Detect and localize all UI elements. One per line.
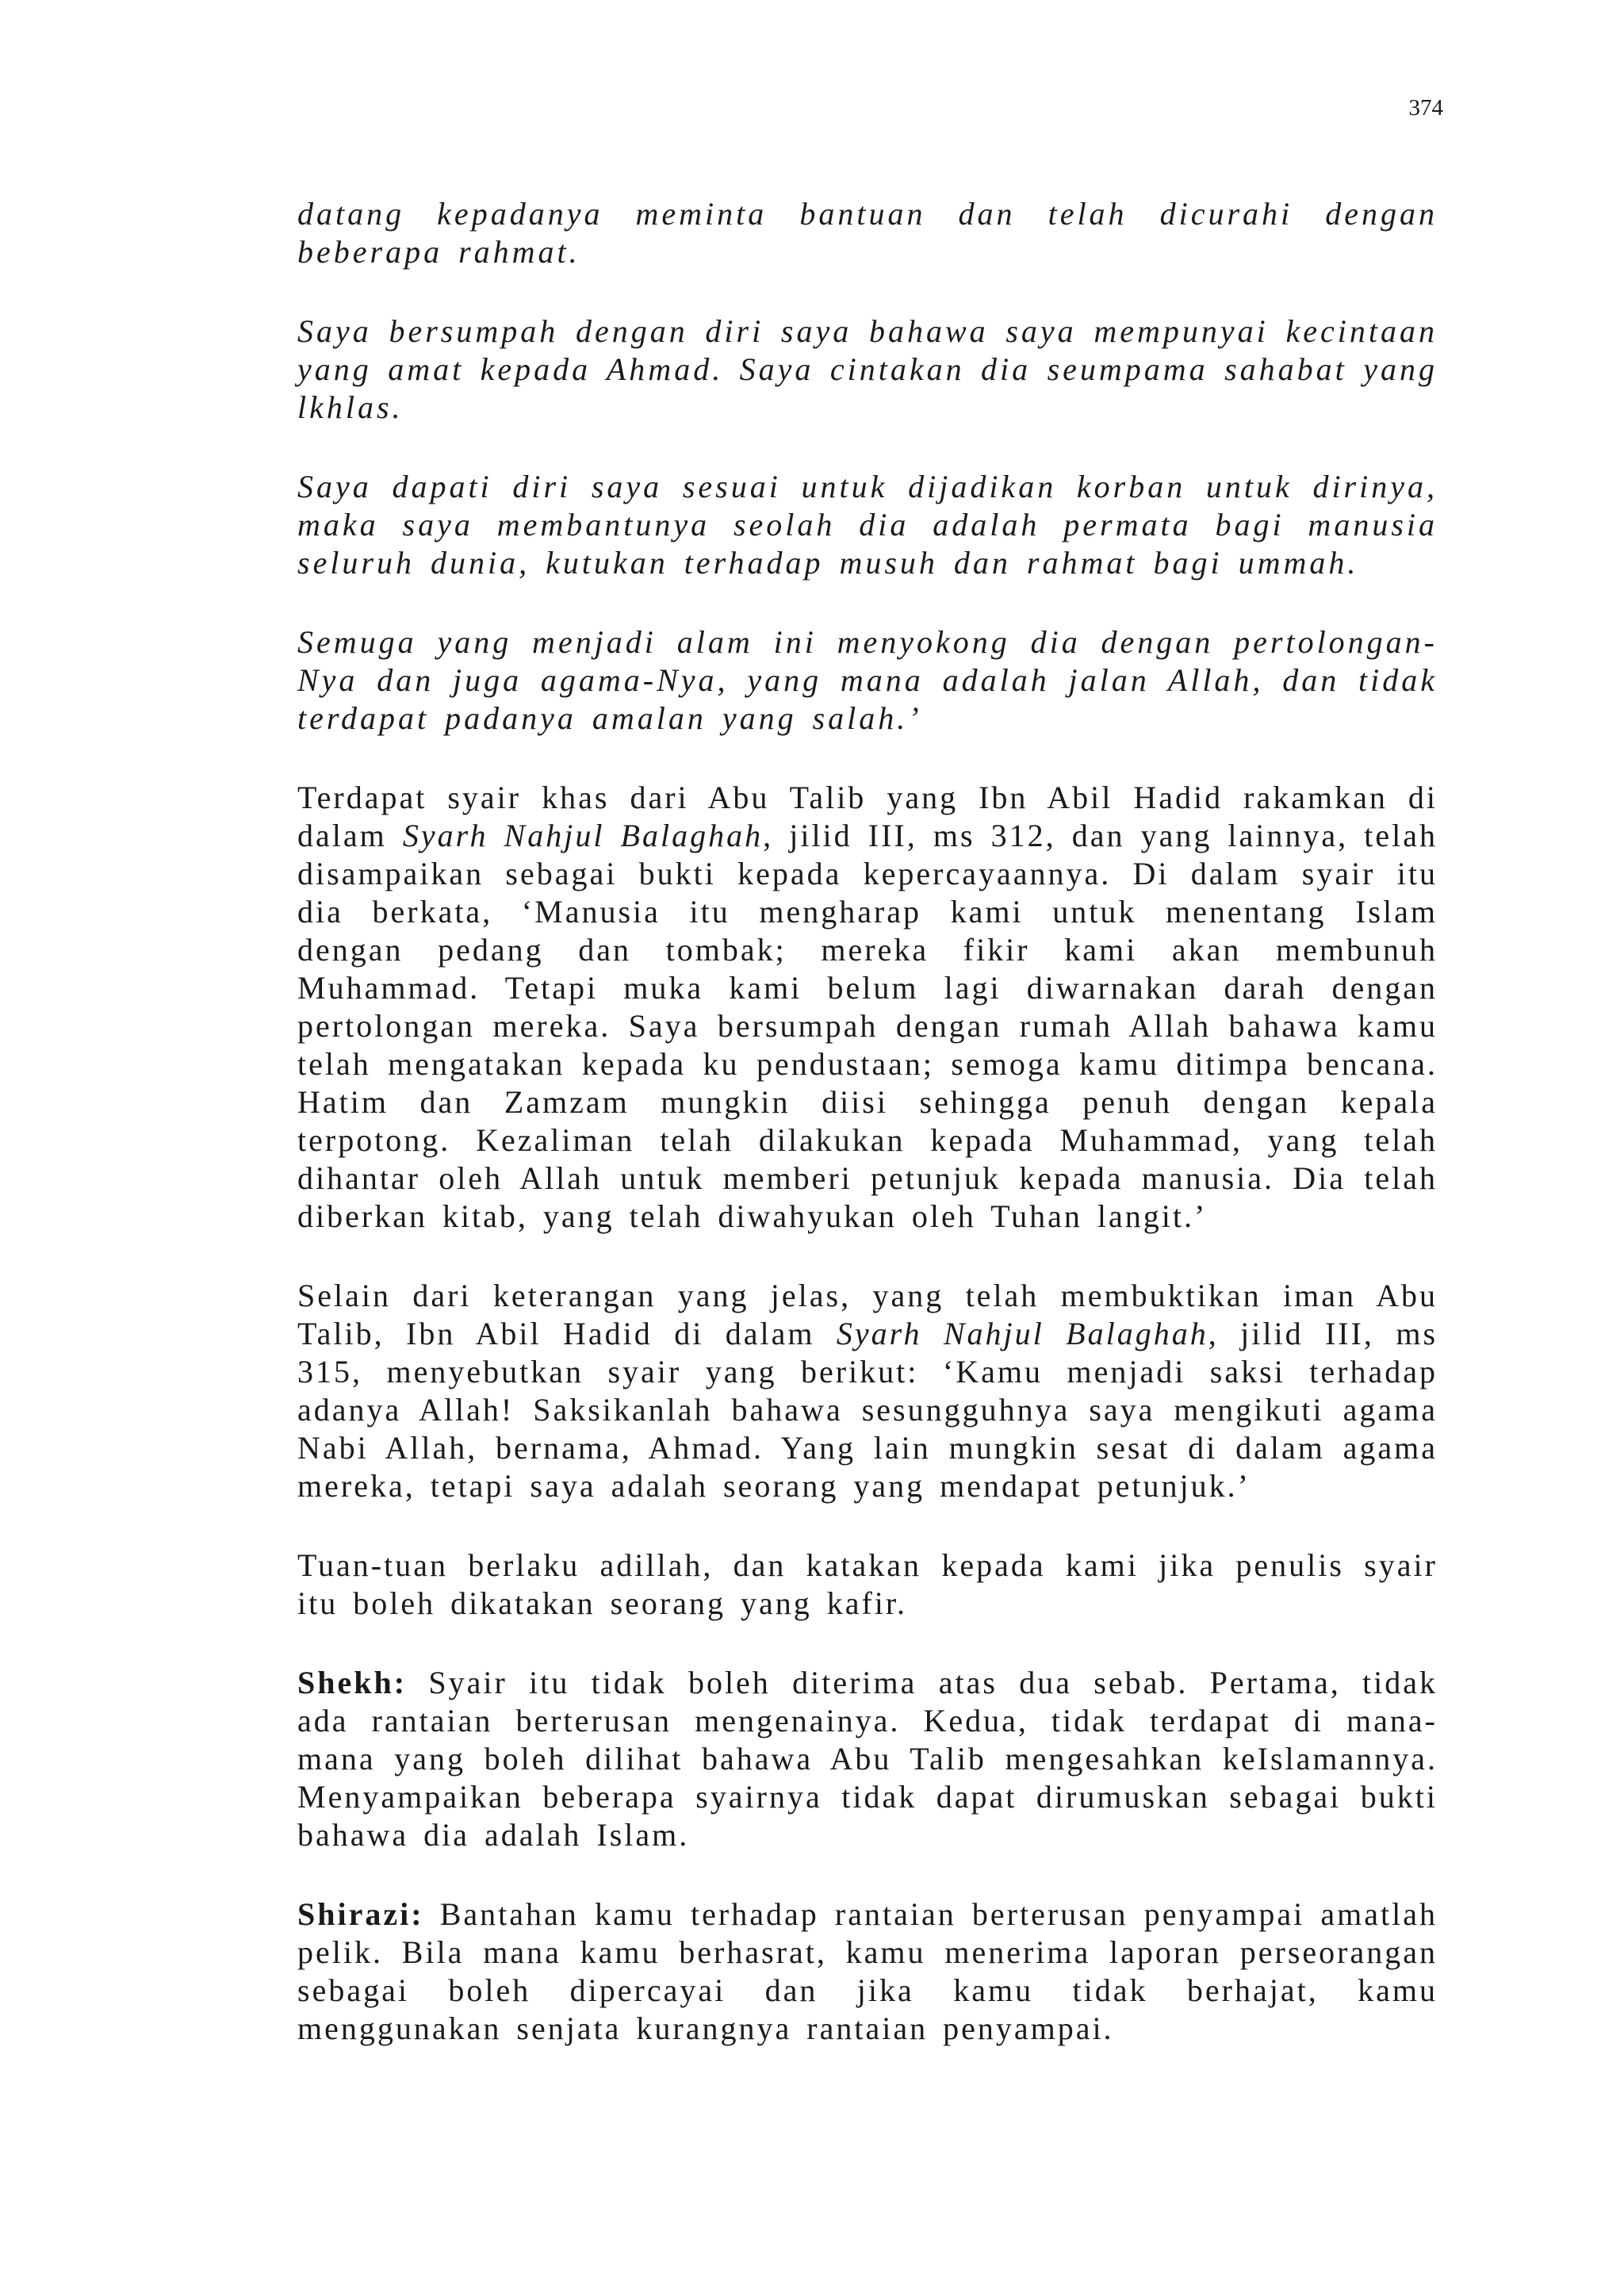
dialogue-shekh xyxy=(297,1664,1438,1854)
book-title: Syarh Nahjul Balaghah xyxy=(836,1316,1208,1351)
dialogue-text: Bantahan kamu terhadap rantaian berterusan penyampai amatlah pelik. Bila mana kamu berhasrat, kamu menerima laporan perseorangan sebagai boleh dipercayai dan jika kamu tidak berhajat, kamu menggunakan senjata kurangnya rantaian penyampai. xyxy=(297,1896,1438,2046)
dialogue-text: Syair itu tidak boleh diterima atas dua sebab. Pertama, tidak ada rantaian berterusan mengenainya. Kedua, tidak terdapat di mana-mana yang boleh dilihat bahawa Abu Talib mengesahkan keIslamannya. Menyampaikan beberapa syairnya tidak dapat dirumuskan sebagai bukti bahawa dia adalah Islam. xyxy=(297,1665,1438,1853)
page-number: 374 xyxy=(1408,95,1443,121)
poem-stanza-4: Semuga yang menjadi alam ini menyokong dia dengan pertolongan-Nya dan juga agama-Nya, yang mana adalah jalan Allah, dan tidak terdapat padanya amalan yang salah.’ xyxy=(297,624,1438,736)
paragraph-text: Terdapat syair khas dari Abu Talib yang Ibn Abil Hadid rakamkan di dalam xyxy=(297,780,1438,853)
speaker-label: Shekh: xyxy=(297,1665,408,1700)
paragraph-text: , jilid III, ms 315, menyebutkan syair yang berikut: ‘Kamu menjadi saksi terhadap adanya Allah! Saksikanlah bahawa sesungguhnya saya mengikuti agama Nabi Allah, bernama, Ahmad. Yang lain mungkin sesat di dalam agama mereka, tetapi saya adalah seorang yang mendapat petunjuk.’ xyxy=(297,1316,1438,1504)
paragraph-syair-315 xyxy=(297,1277,1438,1505)
speaker-label: Shirazi: xyxy=(297,1896,424,1932)
paragraph-appeal: Tuan-tuan berlaku adillah, dan katakan kepada kami jika penulis syair itu boleh dikatakan seorang yang kafir. xyxy=(297,1547,1438,1621)
poem-stanza-3: Saya dapati diri saya sesuai untuk dijadikan korban untuk dirinya, maka saya membantunya seolah dia adalah permata bagi manusia seluruh dunia, kutukan terhadap musuh dan rahmat bagi ummah. xyxy=(297,469,1438,581)
book-title: Syarh Nahjul Balaghah xyxy=(402,818,764,853)
paragraph-syair-312 xyxy=(297,779,1438,1236)
poem-stanza-2: Saya bersumpah dengan diri saya bahawa saya mempunyai kecintaan yang amat kepada Ahmad. Saya cintakan dia seumpama sahabat yang lkhlas. xyxy=(297,313,1438,425)
paragraph-text: , jilid III, ms 312, dan yang lainnya, telah disampaikan sebagai bukti kepada kepercayaannya. Di dalam syair itu dia berkata, ‘Manusia itu mengharap kami untuk menentang Islam dengan pedang dan tombak; mereka fikir kami akan membunuh Muhammad. Tetapi muka kami belum lagi diwarnakan darah dengan pertolongan mereka. Saya bersumpah dengan rumah Allah bahawa kamu telah mengatakan kepada ku pendustaan; semoga kamu ditimpa bencana. Hatim dan Zamzam mungkin diisi sehingga penuh dengan kepala terpotong. Kezaliman telah dilakukan kepada Muhammad, yang telah dihantar oleh Allah untuk memberi petunjuk kepada manusia. Dia telah diberkan kitab, yang telah diwahyukan oleh Tuhan langit.’ xyxy=(297,818,1438,1234)
dialogue-shirazi xyxy=(297,1895,1438,2048)
page-content xyxy=(297,195,1438,2089)
paragraph-text: Selain dari keterangan yang jelas, yang telah membuktikan iman Abu Talib, Ibn Abil Hadid di dalam xyxy=(297,1278,1438,1351)
poem-stanza-1: datang kepadanya meminta bantuan dan telah dicurahi dengan beberapa rahmat. xyxy=(297,196,1438,270)
